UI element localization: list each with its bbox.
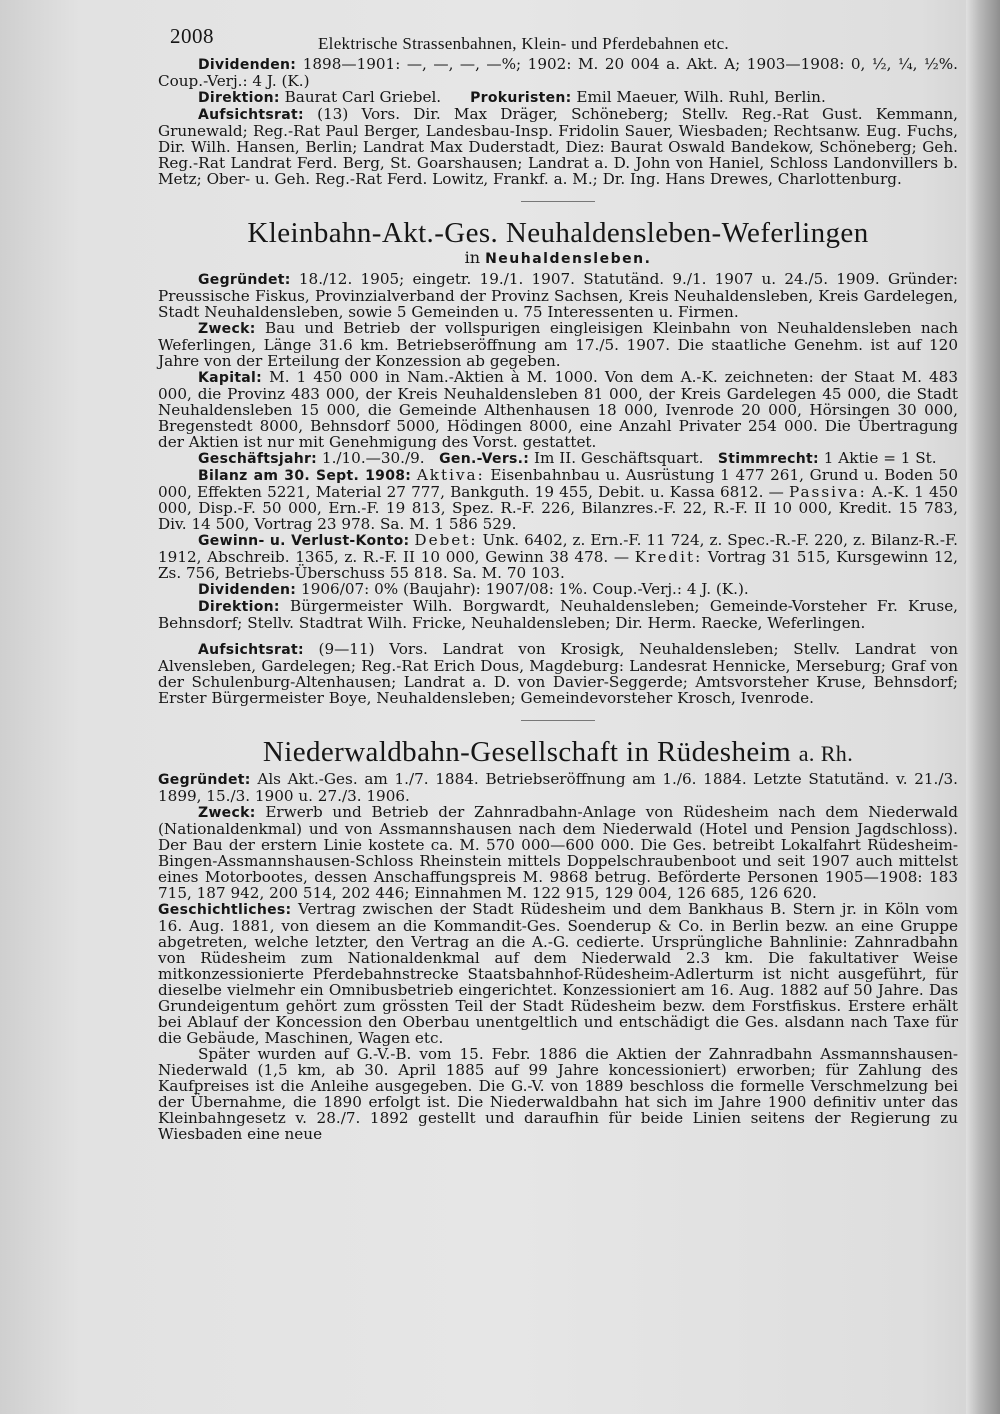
- stimmrecht-text: 1 Aktie = 1 St.: [823, 449, 937, 467]
- dividenden-entry: [158, 56, 958, 89]
- zweck-text: Erwerb und Betrieb der Zahnradbahn-Anlage von Rüdesheim nach dem Niederwald (Nationaldenkmal) und von Assmannshausen nach dem Niederwald (Hotel und Pension Jagdschloss). Der Bau der erstern Linie kostete ca. M. 570 000—600 000. Die Ges. betreibt Lokalfahrt Rüdesheim-Bingen-Assmannshausen-Schloss Rheinstein mittels Doppelschraubenboot und seit 1907 auch mittelst eines Motorbootes, dessen Anschaffungspreis M. 9868 betrug. Beförderte Personen 1905—1908: 183 715, 187 942, 200 514, 202 446; Einnahmen M. 122 915, 129 004, 126 685, 126 620.: [158, 803, 958, 902]
- gegruendet-text: 18./12. 1905; eingetr. 19./1. 1907. Statutänd. 9./1. 1907 u. 24./5. 1909. Gründer: Preussische Fiskus, Provinzialverband der Provinz Sachsen, Kreis Neuhaldensleben, Kreis Gardelegen, Stadt Neuhaldensleben, sowie 5 Gemeinden u. 75 Interessenten u. Firmen.: [158, 270, 959, 321]
- dividenden-text: 1898—1901: —, —, —, —%; 1902: M. 20 004 a. Akt. A; 1903—1908: 0, ½, ¼, ½%. Coup.-Verj.: 4 J. (K.): [158, 55, 958, 90]
- kredit-label: Kredit:: [634, 548, 703, 566]
- direktion-entry: [158, 89, 958, 106]
- section-divider: [521, 720, 595, 721]
- passiva-label: Passiva:: [788, 483, 867, 501]
- zweck-entry: [158, 320, 958, 369]
- gegruendet-text: Als Akt.-Ges. am 1./7. 1884. Betriebseröffnung am 1./6. 1884. Letzte Statutänd. v. 21./3. 1899, 15./3. 1900 u. 27./3. 1906.: [158, 770, 958, 805]
- kredit-text: Vortrag 31 515, Kursgewinn 12, Zs. 756, Betriebs-Überschuss 55 818. Sa. M. 70 103.: [158, 548, 959, 582]
- previous-company-section: [158, 56, 958, 187]
- aufsichtsrat-text: (13) Vors. Dir. Max Dräger, Schöneberg; Stellv. Reg.-Rat Gust. Kemmann, Grunewald; Reg.-Rat Paul Berger, Landesbau-Insp. Fridolin Sauer, Wiesbaden; Rechtsanw. Eug. Fuchs, Dir. Wilh. Hansen, Berlin; Landrat Max Duderstadt, Diez: Baurat Oswald Bandekow, Schöneberg; Geh. Reg.-Rat Landrat Ferd. Berg, St. Goarshausen; Landrat a. D. John von Haniel, Schloss Landonvillers b. Metz; Ober- u. Geh. Reg.-Rat Ferd. Lowitz, Frankf. a. M.; Dr. Ing. Hans Drewes, Charlottenburg.: [158, 105, 958, 188]
- later-history-paragraph: [158, 1046, 958, 1142]
- company-title: Kleinbahn-Akt.-Ges. Neuhaldensleben-Weferlingen: [247, 217, 869, 249]
- kapital-text: M. 1 450 000 in Nam.-Aktien à M. 1000. Von dem A.-K. zeichneten: der Staat M. 483 000, die Provinz 483 000, der Kreis Neuhaldensleben 81 000, der Kreis Gardelegen 45 000, die Stadt Neuhaldensleben 15 000, die Gemeinde Althenhausen 18 000, Ivenrode 20 000, Hörsingen 30 000, Bregenstedt 8000, Behnsdorf 5000, Hödingen 8000, eine Anzahl Privater 254 000. Die Übertragung der Aktien ist nur mit Genehmigung des Vorst. gestattet.: [158, 368, 959, 451]
- kapital-label: Kapital:: [198, 370, 263, 386]
- passiva-text: A.-K. 1 450 000, Disp.-F. 50 000, Ern.-F. 19 813, Spez. R.-F. 226, Bilanzres.-F. 22, R.-F. II 10 000, Kredit. 15 783, Div. 14 500, Vortrag 23 978. Sa. M. 1 586 529.: [158, 483, 959, 533]
- aufsichtsrat-entry: [158, 641, 958, 706]
- direktion-label: Direktion:: [198, 599, 280, 615]
- company-niederwaldbahn: [158, 735, 958, 1142]
- direktion-text: Baurat Carl Griebel.: [284, 88, 442, 106]
- company-title-main: Niederwaldbahn-Gesellschaft in Rüdesheim: [262, 736, 792, 768]
- prokuristen-text: Emil Maeuer, Wilh. Ruhl, Berlin.: [576, 88, 826, 106]
- kapital-entry: [158, 369, 958, 450]
- geschaeftsjahr-text: 1./10.—30./9.: [321, 449, 425, 467]
- zweck-label: Zweck:: [198, 321, 256, 337]
- bilanz-entry: [158, 467, 958, 532]
- aufsichtsrat-label: Aufsichtsrat:: [198, 642, 304, 658]
- direktion-text: Bürgermeister Wilh. Borgwardt, Neuhaldensleben; Gemeinde-Vorsteher Fr. Kruse, Behnsdorf; Stellv. Stadtrat Wilh. Fricke, Neuhaldensleben; Dir. Herm. Raecke, Weferlingen.: [158, 597, 959, 632]
- location-name: Neuhaldensleben.: [485, 251, 652, 267]
- company-neuhaldensleben: [158, 216, 958, 706]
- debet-text: Unk. 6402, z. Ern.-F. 11 724, z. Spec.-R.-F. 220, z. Bilanz-R.-F. 1912, Abschreib. 1365, z. R.-F. II 10 000, Gewinn 38 478. —: [158, 531, 959, 566]
- dividenden-label: Dividenden:: [198, 57, 297, 73]
- running-header: [158, 22, 958, 56]
- geschichte-text: Vertrag zwischen der Stadt Rüdesheim und dem Bankhaus B. Stern jr. in Köln vom 16. Aug. 1881, von diesem an die Kommandit-Ges. Soenderup & Co. in Berlin bezw. an eine Gruppe abgetreten, welche letzter, den Vertrag an die A.-G. cedierte. Ursprüngliche Bahnlinie: Zahnradbahn von Rüdesheim zum Nationaldenkmal auf dem Niederwald 2.3 km. Die fakultativer Weise mitkonzessionierte Pferdebahnstrecke Staatsbahnhof-Rüdesheim-Adlerturm ist nicht ausgeführt, für dieselbe vielmehr ein Omnibusbetrieb eingerichtet. Konzessioniert am 16. Aug. 1882 auf 50 Jahre. Das Grundeigentum gehört zum grössten Teil der Stadt Rüdesheim bezw. dem Forstfiskus. Erstere erhält bei Ablauf der Koncession den Oberbau unentgeltlich und entschädigt die Ges. alsdann nach Taxe für die Gebäude, Maschinen, Wagen etc.: [158, 900, 958, 1047]
- genvers-label: Gen.-Vers.:: [439, 451, 530, 467]
- page-edge-shadow: [966, 0, 1000, 1414]
- running-title: Elektrische Strassenbahnen, Klein- und Pferdebahnen etc.: [318, 34, 729, 53]
- debet-label: Debet:: [414, 531, 478, 549]
- guv-label: Gewinn- u. Verlust-Konto:: [198, 533, 410, 549]
- company-location: [158, 250, 958, 267]
- aufsichtsrat-label: Aufsichtsrat:: [198, 107, 304, 123]
- company-title: [158, 735, 958, 771]
- gegruendet-label: Gegründet:: [198, 272, 291, 288]
- dividenden-text: 1906/07: 0% (Baujahr): 1907/08: 1%. Coup.-Verj.: 4 J. (K.).: [301, 580, 749, 598]
- aktiva-text: Eisenbahnbau u. Ausrüstung 1 477 261, Grund u. Boden 50 000, Effekten 5221, Material 27 777, Bankguth. 19 455, Debit. u. Kassa 6812. —: [158, 466, 959, 501]
- direktion-label: Direktion:: [198, 90, 280, 106]
- gegruendet-entry: [158, 771, 958, 804]
- company-title-suffix: a. Rh.: [798, 741, 854, 766]
- zweck-label: Zweck:: [198, 805, 256, 821]
- dividenden-label: Dividenden:: [198, 582, 297, 598]
- section-divider: [521, 201, 595, 202]
- zweck-entry: [158, 804, 958, 901]
- geschichte-entry: [158, 901, 958, 1046]
- aktiva-label: Aktiva:: [416, 466, 485, 484]
- later-history-text: Später wurden auf G.-V.-B. vom 15. Febr. 1886 die Aktien der Zahnradbahn Assmannshausen-Niederwald (1,5 km, ab 30. April 1885 auf 99 Jahre koncessioniert) erworben; für Zahlung des Kaufpreises ist die Anleihe ausgegeben. Die G.-V. von 1889 beschloss die formelle Verschmelzung bei der Übernahme, die 1890 erfolgt ist. Die Niederwaldbahn hat sich im Jahre 1900 definitiv unter das Kleinbahngesetz v. 28./7. 1892 gestellt und daraufhin für beide Linien seitens der Regierung zu Wiesbaden eine neue: [158, 1045, 958, 1143]
- direktion-entry: [158, 598, 958, 631]
- aufsichtsrat-text: (9—11) Vors. Landrat von Krosigk, Neuhaldensleben; Stellv. Landrat von Alvensleben, Gardelegen; Reg.-Rat Erich Dous, Magdeburg: Landesrat Hennicke, Merseburg; Graf von der Schulenburg-Altenhausen; Landrat a. D. von Davier-Seggerde; Amtsvorsteher Kruse, Behnsdorf; Erster Bürgermeister Boye, Neuhaldensleben; Gemeindevorsteher Krosch, Ivenrode.: [158, 640, 959, 707]
- aufsichtsrat-entry: [158, 106, 958, 187]
- bilanz-label: Bilanz am 30. Sept. 1908:: [198, 468, 412, 484]
- gegruendet-entry: [158, 271, 958, 320]
- gegruendet-label: Gegründet:: [158, 772, 251, 788]
- page-number: 2008: [170, 24, 214, 48]
- page-content: [158, 22, 958, 1142]
- genvers-text: Im II. Geschäftsquart.: [534, 449, 704, 467]
- geschaeftsjahr-entry: [158, 450, 958, 467]
- zweck-text: Bau und Betrieb der vollspurigen eingleisigen Kleinbahn von Neuhaldensleben nach Weferlingen, Länge 31.6 km. Betriebseröffnung am 17./5. 1907. Die staatliche Genehm. ist auf 120 Jahre von der Erteilung der Konzession ab gegeben.: [158, 319, 958, 370]
- prokuristen-label: Prokuristen:: [470, 90, 572, 106]
- guv-entry: [158, 532, 958, 581]
- geschaeftsjahr-label: Geschäftsjahr:: [198, 451, 318, 467]
- dividenden-entry: [158, 581, 958, 598]
- geschichte-label: Geschichtliches:: [158, 902, 292, 918]
- stimmrecht-label: Stimmrecht:: [717, 451, 819, 467]
- location-prefix: in: [464, 248, 480, 267]
